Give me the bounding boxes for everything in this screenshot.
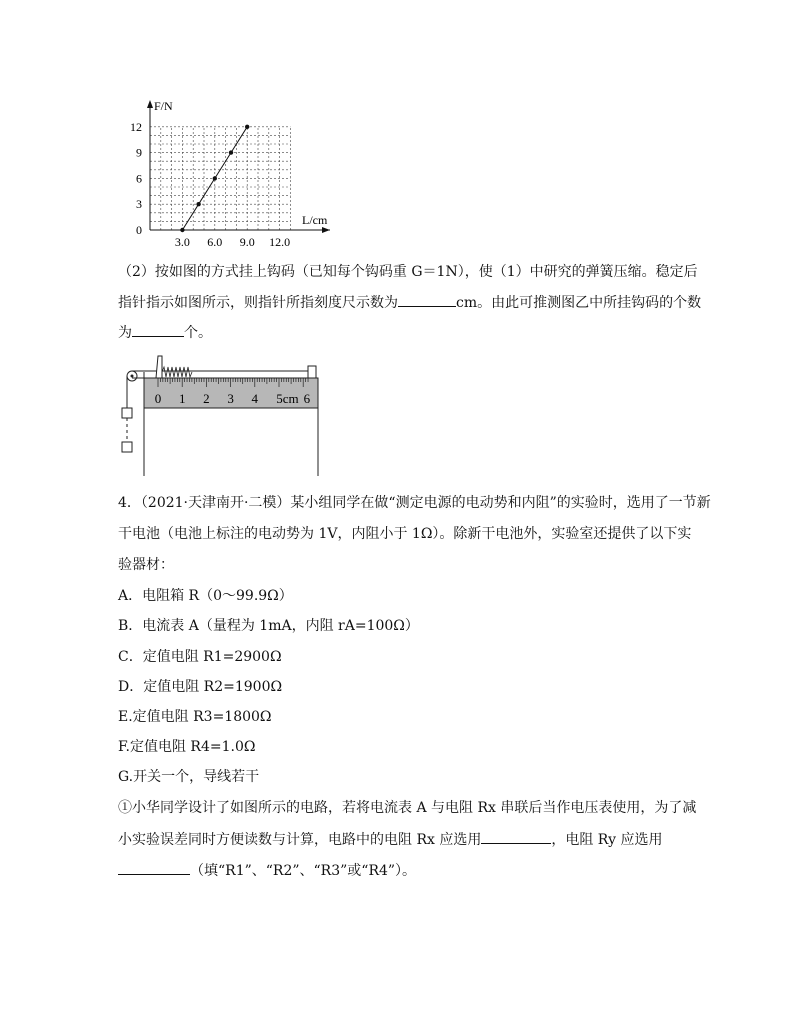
ruler-labels [155,391,311,406]
sub1-line2-text-a: 小实验误差同时方便读数与计算，电路中的电阻 Rx 应选用 [118,832,482,848]
force-length-chart [108,96,348,254]
y-axis-label: F/N [154,99,173,113]
ruler-label: 1 [178,391,186,406]
q2-line2 [118,292,701,313]
sub1-line1: ①小华同学设计了如图所示的电路，若将电流表 A 与电阻 Rx 串联后当作电压表使用，为了减 [118,800,697,816]
sub1-line3 [118,860,416,881]
data-point [180,228,184,232]
data-point [245,125,249,129]
sub1-line2-text-b: ，电阻 Ry 应选用 [551,832,663,848]
sub1-line3-text: （填“R1”、“R2”、“R3”或“R4”）。 [190,863,417,879]
option-f: F.定值电阻 R4=1.0Ω [118,739,256,755]
y-tick-label: 9 [136,145,142,160]
ruler-label: 6 [303,391,311,406]
q2-line3-text-b: 个。 [184,325,212,341]
ruler-label: 5cm [276,391,299,406]
ruler-label: 0 [154,391,162,406]
force-length-svg [108,96,348,254]
weight-top-icon [122,408,132,418]
x-tick-label: 12.0 [269,235,291,249]
y-tick-label: 12 [130,119,142,134]
x-tick-label: 3.0 [174,235,190,249]
q4-line1: 4．（2021·天津南开·二模）某小组同学在做“测定电源的电动势和内阻”的实验时，选用了一节新 [118,495,711,511]
ruler-label: 3 [227,391,234,406]
rod-end-stop [308,366,316,378]
data-point [196,202,200,206]
option-b: B．电流表 A（量程为 1mA，内阻 rA=100Ω） [118,618,419,634]
q2-line3 [118,322,212,343]
y-tick-label: 6 [136,171,142,186]
q4-line2: 干电池（电池上标注的电动势为 1V，内阻小于 1Ω）。除新干电池外，实验室还提供了以下实 [118,526,692,542]
x-axis-arrow-icon [322,227,330,233]
option-a: A．电阻箱 R（0～99.9Ω） [118,588,293,604]
option-c: C．定值电阻 R1=2900Ω [118,649,282,665]
q2-line3-text-a: 为 [118,325,132,341]
ruler-label: 4 [251,391,259,406]
answer-blank-ry[interactable] [118,860,190,875]
spring-ruler-figure [118,352,324,478]
q2-line2-text-b: cm。由此可推测图乙中所挂钩码的个数 [456,295,702,311]
x-axis-label: L/cm [302,213,328,227]
answer-blank-rx[interactable] [481,829,551,844]
y-tick-label: 3 [136,197,142,212]
data-point [213,176,217,180]
y-axis-arrow-icon [147,100,153,108]
answer-blank-count[interactable] [132,322,184,337]
option-d: D．定值电阻 R2=1900Ω [118,679,283,695]
pointer-icon [156,356,162,378]
q4-line3: 验器材： [118,557,174,573]
option-g: G.开关一个，导线若干 [118,769,260,785]
x-tick-label: 6.0 [207,235,223,249]
x-tick-label: 9.0 [239,235,255,249]
ruler-label: 2 [203,391,210,406]
option-e: E.定值电阻 R3=1800Ω [118,709,272,725]
sub1-line2 [118,829,662,850]
y-tick-label: 0 [136,223,142,237]
spring-ruler-svg [118,352,324,478]
spring-icon [162,367,192,377]
q2-line1: （2）按如图的方式挂上钩码（已知每个钩码重 G＝1N），使（1）中研究的弹簧压缩。稳定后 [118,264,698,280]
weight-bottom-icon [122,442,132,452]
data-point [229,150,233,154]
pulley-axle [131,375,134,378]
q2-line2-text-a: 指针指示如图所示，则指针所指刻度尺示数为 [118,295,398,311]
answer-blank-reading[interactable] [398,292,456,307]
